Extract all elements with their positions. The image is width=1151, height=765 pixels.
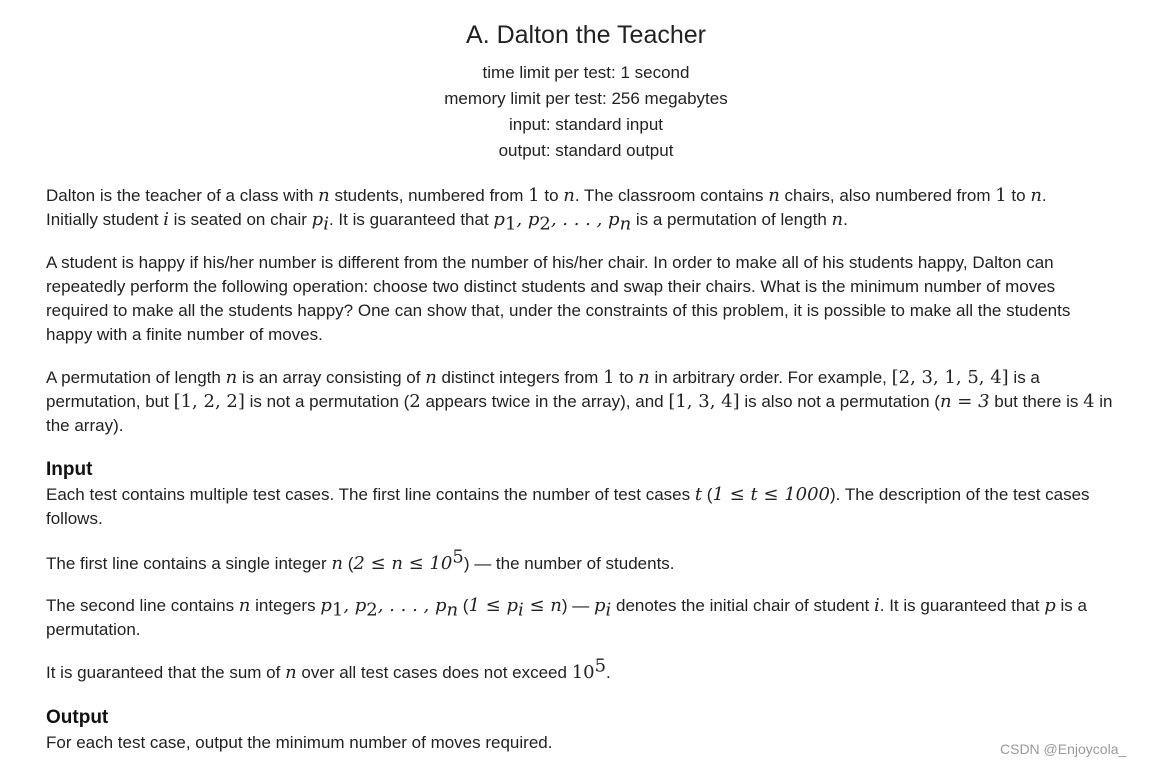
time-limit: time limit per test: 1 second	[482, 63, 690, 82]
statement-paragraph-3: A permutation of length n is an array consisting of n distinct integers from 1 to n in arbitrary order. For example, [2, 3, 1, 5, 4] is a permutation, but [1, 2, 2] is not a permutation (2 appears twice in the array), and [1, 3, 4] is also not a permutation (n = 3 but there is 4 in the array).	[46, 367, 1113, 435]
statement-paragraph-1: Dalton is the teacher of a class with n students, numbered from 1 to n. The classroom contains n chairs, also numbered from 1 to n. Initially student i is seated on chair $p_i$. It is guaranteed that $p_1$, $p_2$, . . . , $p_n$ is a permutation of length n.	[46, 185, 1047, 235]
output-paragraph: For each test case, output the minimum number of moves required.	[46, 733, 553, 752]
input-paragraph-4: It is guaranteed that the sum of n over all test cases does not exceed $10^5$.	[46, 655, 611, 683]
input-paragraph-3: The second line contains n integers $p_1$, $p_2$, . . . , $p_n$ $(1 \le p_i \le n)$ — $p_i$ denotes the initial chair of student i. It is guaranteed that p is a permutation.	[46, 595, 1087, 639]
input-paragraph-1: Each test contains multiple test cases. The first line contains the number of test cases t (1 ≤ t ≤ 1000). The description of the test cases follows.	[46, 484, 1090, 528]
input-heading: Input	[46, 459, 93, 480]
problem-title: A. Dalton the Teacher	[466, 21, 706, 49]
problem-limits	[46, 60, 1126, 164]
output-heading: Output	[46, 707, 109, 728]
output-spec: output: standard output	[498, 141, 674, 160]
input-spec: input: standard input	[508, 115, 664, 134]
memory-limit: memory limit per test: 256 megabytes	[444, 89, 728, 108]
input-paragraph-2: The first line contains a single integer n $(2 \le n \le 10^5)$ — the number of students.	[46, 546, 675, 574]
csdn-watermark: CSDN @Enjoycola_	[1000, 741, 1127, 757]
statement-paragraph-2: A student is happy if his/her number is different from the number of his/her chair. In order to make all of his students happy, Dalton can repeatedly perform the following operation: choose two distinct students and swap their chairs. What is the minimum number of moves required to make all the students happy? One can show that, under the constraints of this problem, it is possible to make all the students happy with a finite number of moves.	[46, 253, 1071, 344]
